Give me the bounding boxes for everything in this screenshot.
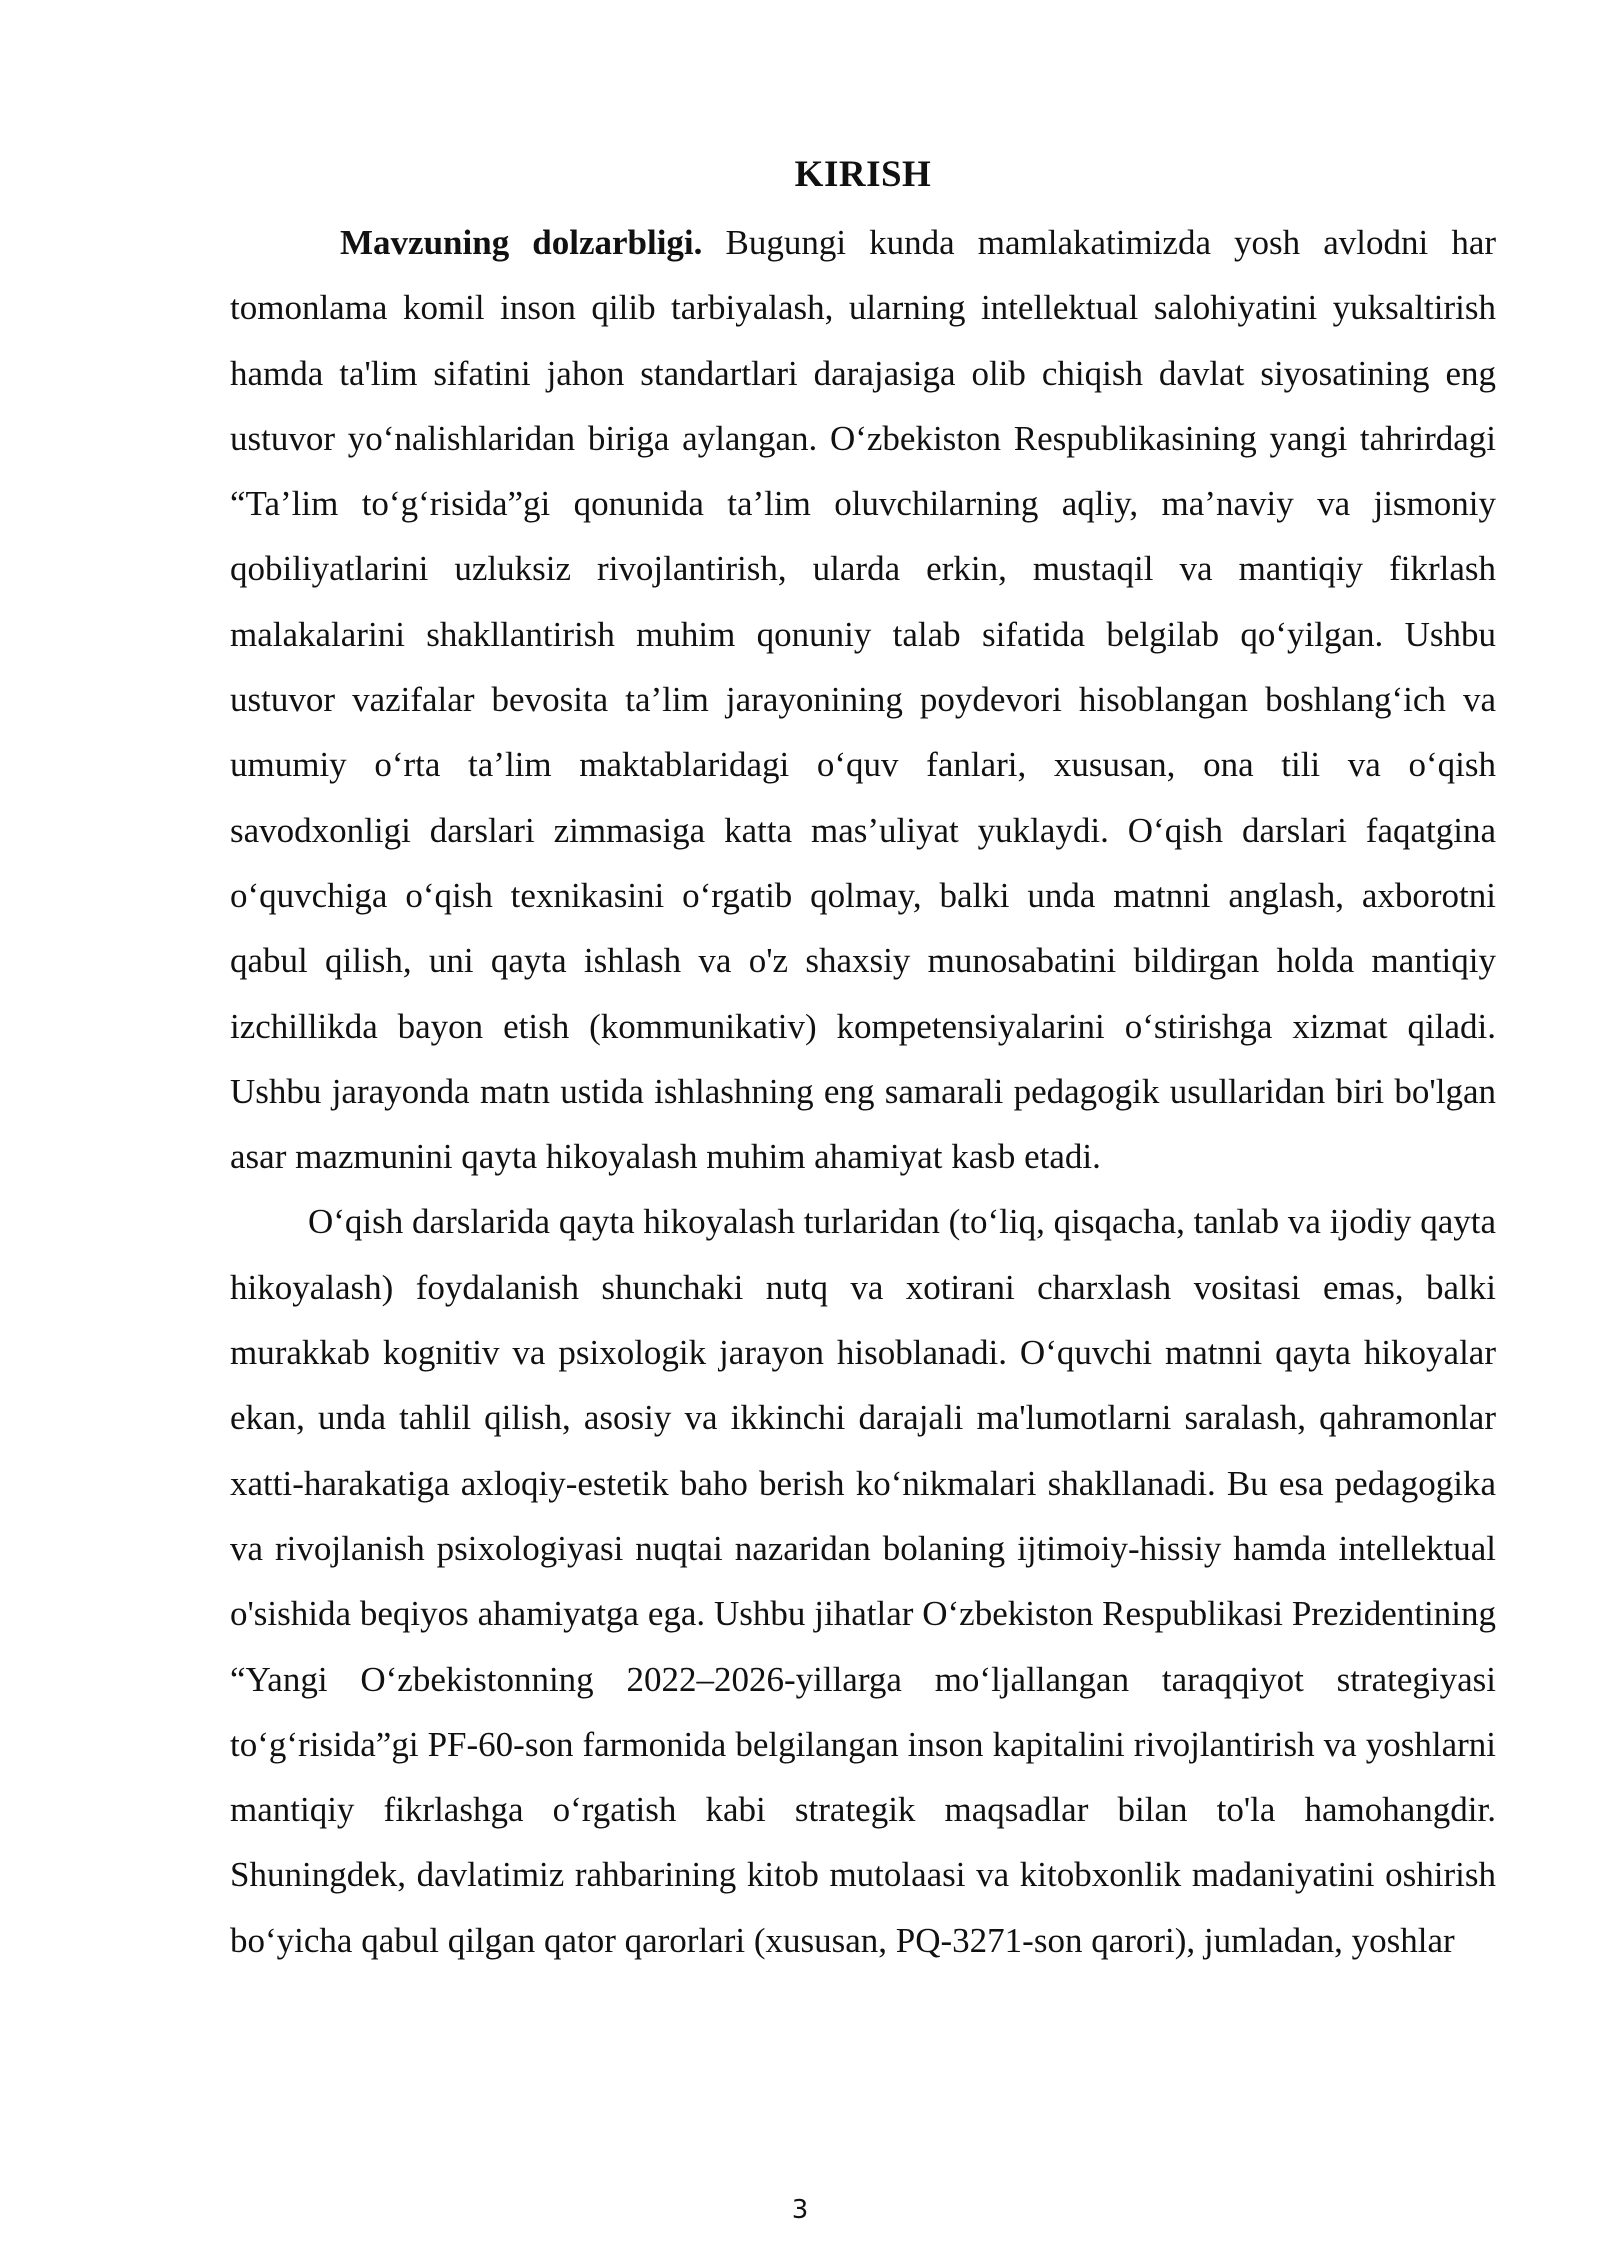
paragraph-lead-phrase: Mavzuning dolzarbligi. bbox=[340, 223, 703, 262]
page-number: 3 bbox=[791, 2195, 809, 2225]
section-heading: KIRISH bbox=[794, 154, 932, 195]
paragraph-retelling: O‘qish darslarida qayta hikoyalash turlaridan (to‘liq, qisqacha, tanlab va ijodiy qayta hikoyalash) foydalanish shunchaki nutq va xotirani charxlash vositasi emas, balki murakkab kognitiv va psixologik jarayon hisoblanadi. O‘quvchi matnni qayta hikoyalar ekan, unda tahlil qilish, asosiy va ikkinchi darajali ma'lumotlarni saralash, qahramonlar xatti-harakatiga axloqiy-estetik baho berish ko‘nikmalari shakllanadi. Bu esa pedagogika va rivojlanish psixologiyasi nuqtai nazaridan bolaning ijtimoiy-hissiy hamda intellektual o'sishida beqiyos ahamiyatga ega. Ushbu jihatlar O‘zbekiston Respublikasi Prezidentining “Yangi O‘zbekistonning 2022–2026-yillarga mo‘ljallangan taraqqiyot strategiyasi to‘g‘risida”gi PF-60-son farmonida belgilangan inson kapitalini rivojlantirish va yoshlarni mantiqiy fikrlashga o‘rgatish kabi strategik maqsadlar bilan to'la hamohangdir. Shuningdek, davlatimiz rahbarining kitob mutolaasi va kitobxonlik madaniyatini oshirish bo‘yicha qabul qilgan qator qarorlari (xususan, PQ-3271-son qarori), jumladan, yoshlar bbox=[230, 1202, 1496, 1960]
page-content bbox=[230, 145, 1496, 1973]
paragraph-body-text: Bugungi kunda mamlakatimizda yosh avlodni har tomonlama komil inson qilib tarbiyalash, ularning intellektual salohiyatini yuksaltirish hamda ta'lim sifatini jahon standartlari darajasiga olib chiqish davlat siyosatining eng ustuvor yo‘nalishlaridan biriga aylangan. O‘zbekiston Respublikasining yangi tahrirdagi “Ta’lim to‘g‘risida”gi qonunida ta’lim oluvchilarning aqliy, ma’naviy va jismoniy qobiliyatlarini uzluksiz rivojlantirish, ularda erkin, mustaqil va mantiqiy fikrlash malakalarini shakllantirish muhim qonuniy talab sifatida belgilab qo‘yilgan. Ushbu ustuvor vazifalar bevosita ta’lim jarayonining poydevori hisoblangan boshlang‘ich va umumiy o‘rta ta’lim maktablaridagi o‘quv fanlari, xususan, ona tili va o‘qish savodxonligi darslari zimmasiga katta mas’uliyat yuklaydi. O‘qish darslari faqatgina o‘quvchiga o‘qish texnikasini o‘rgatib qolmay, balki unda matnni anglash, axborotni qabul qilish, uni qayta ishlash va o'z shaxsiy munosabatini bildirgan holda mantiqiy izchillikda bayon etish (kommunikativ) kompetensiyalarini o‘stirishga xizmat qiladi. Ushbu jarayonda matn ustida ishlashning eng samarali pedagogik usullaridan biri bo'lgan asar mazmunini qayta hikoyalash muhim ahamiyat kasb etadi. bbox=[230, 223, 1497, 1177]
paragraph-relevance bbox=[230, 210, 1496, 1189]
